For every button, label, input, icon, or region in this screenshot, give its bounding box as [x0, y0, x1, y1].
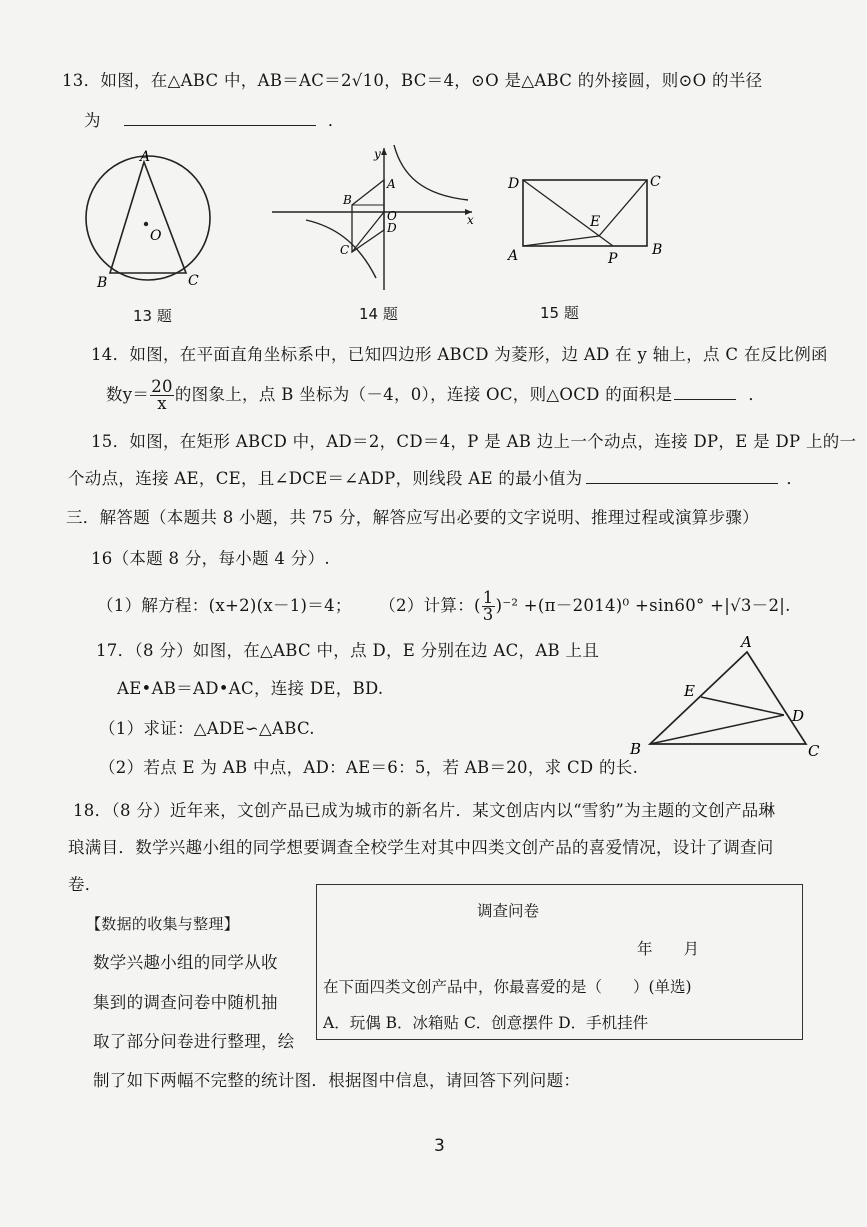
survey-date: 年 月 — [637, 940, 700, 958]
fig14-label-d: D — [387, 221, 397, 235]
q14-frac-num: 20 — [151, 377, 173, 396]
fig17-label-d: D — [792, 707, 805, 725]
q14-frac-den: x — [157, 394, 167, 413]
fig13-label-o: O — [150, 228, 162, 244]
figure-13-circle-triangle — [80, 145, 220, 295]
figure-15-rectangle — [505, 168, 675, 268]
q15-line2 — [68, 468, 803, 490]
q13-line2 — [84, 110, 345, 132]
survey-question: 在下面四类文创产品中，你最喜爱的是（ ）(单选) — [323, 978, 692, 996]
q17-line1: 17．（8 分）如图，在△ABC 中，点 D，E 分别在边 AC，AB 上且 — [96, 641, 600, 660]
q14-fraction — [150, 379, 174, 412]
q17-line2: AE•AB＝AD•AC，连接 DE，BD. — [117, 679, 384, 698]
survey-questionnaire-box — [316, 884, 803, 1040]
q13-prefix: 为 — [84, 111, 101, 130]
q14-suffix: ． — [748, 385, 766, 404]
fig14-label-y: y — [374, 147, 381, 161]
section3-heading: 三．解答题（本题共 8 小题，共 75 分，解答应写出必要的文字说明、推理过程或演算步骤） — [66, 508, 759, 527]
q14-prefix: 数y＝ — [106, 385, 150, 404]
q13-line1: 13．如图，在△ABC 中，AB＝AC＝2√10，BC＝4，⊙O 是△ABC 的外接圆，则⊙O 的半径 — [62, 71, 763, 90]
fig15-label-b: B — [652, 242, 663, 258]
fig17-label-a: A — [741, 633, 752, 651]
fig14-label-o: O — [387, 209, 397, 223]
q18-line1: 18．（8 分）近年来，文创产品已成为城市的新名片．某文创店内以“雪豹”为主题的文创产品琳 — [73, 801, 776, 820]
q13-answer-blank[interactable] — [124, 111, 316, 126]
q17-line4: （2）若点 E 为 AB 中点，AD：AE＝6：5，若 AB＝20，求 CD 的长. — [99, 758, 639, 777]
q16-fraction — [482, 590, 495, 623]
q16-part1: （1）解方程：(x+2)(x－1)＝4； — [97, 596, 352, 615]
fig13-label-c: C — [188, 273, 199, 289]
fig14-label-c: C — [340, 243, 350, 257]
survey-options: A．玩偶 B．冰箱贴 C．创意摆件 D．手机挂件 — [323, 1014, 649, 1032]
fig15-label-d: D — [508, 176, 520, 192]
fig14-label-x: x — [467, 213, 474, 227]
page-number: 3 — [434, 1136, 445, 1156]
fig14-caption: 14 题 — [359, 305, 398, 323]
fig15-caption: 15 题 — [540, 304, 579, 322]
fig13-caption: 13 题 — [133, 307, 172, 325]
fig13-label-a: A — [140, 149, 151, 165]
q16-part2-prefix: （2）计算：( — [379, 596, 481, 615]
fig14-label-a: A — [387, 177, 396, 191]
q13-suffix: ． — [327, 111, 345, 130]
q14-answer-blank[interactable] — [674, 385, 736, 400]
q18-collect-line-3: 取了部分问卷进行整理，绘 — [93, 1032, 295, 1051]
q18-line2: 琅满目．数学兴趣小组的同学想要调查全校学生对其中四类文创产品的喜爱情况，设计了调查问 — [68, 838, 774, 857]
fig17-label-e: E — [684, 682, 695, 700]
q18-collect-line-2: 集到的调查问卷中随机抽 — [93, 993, 278, 1012]
q16-header: 16（本题 8 分，每小题 4 分）. — [91, 549, 330, 568]
q18-line3: 卷． — [68, 875, 102, 894]
q16-parts — [97, 588, 791, 624]
q15-answer-blank[interactable] — [586, 469, 778, 484]
q18-final-line: 制了如下两幅不完整的统计图．根据图中信息，请回答下列问题： — [93, 1071, 581, 1090]
fig17-label-c: C — [808, 742, 820, 760]
q18-collect-line-1: 数学兴趣小组的同学从收 — [93, 953, 278, 972]
fig15-label-e: E — [590, 214, 601, 230]
q16-frac-num: 1 — [482, 588, 494, 607]
survey-title: 调查问卷 — [477, 902, 540, 920]
figure-17-triangle — [626, 630, 826, 760]
q15-prefix: 个动点，连接 AE，CE，且∠DCE＝∠ADP，则线段 AE 的最小值为 — [68, 469, 583, 488]
q14-mid: 的图象上，点 B 坐标为（－4，0），连接 OC，则△OCD 的面积是 — [174, 385, 673, 404]
figure-14-coordinate-rhombus — [272, 140, 482, 290]
q16-frac-den: 3 — [482, 605, 494, 624]
q14-line1: 14．如图，在平面直角坐标系中，已知四边形 ABCD 为菱形，边 AD 在 y 轴上，点 C 在反比例函 — [91, 345, 828, 364]
fig14-label-b: B — [343, 193, 352, 207]
fig13-label-b: B — [97, 275, 108, 291]
q17-line3: （1）求证：△ADE∽△ABC. — [99, 719, 315, 738]
fig15-label-c: C — [650, 174, 661, 190]
fig15-label-a: A — [508, 248, 519, 264]
q16-part2-rest: )⁻² +(π－2014)⁰ +sin60° +|√3－2|. — [495, 596, 791, 615]
fig17-label-b: B — [630, 740, 642, 758]
q15-line1: 15．如图，在矩形 ABCD 中，AD＝2，CD＝4，P 是 AB 边上一个动点，连接 DP，E 是 DP 上的一 — [91, 432, 857, 451]
fig15-label-p: P — [608, 251, 618, 267]
q14-line2 — [106, 378, 765, 412]
q15-suffix: ． — [786, 469, 804, 488]
q18-collect-heading: 【数据的收集与整理】 — [86, 915, 240, 933]
